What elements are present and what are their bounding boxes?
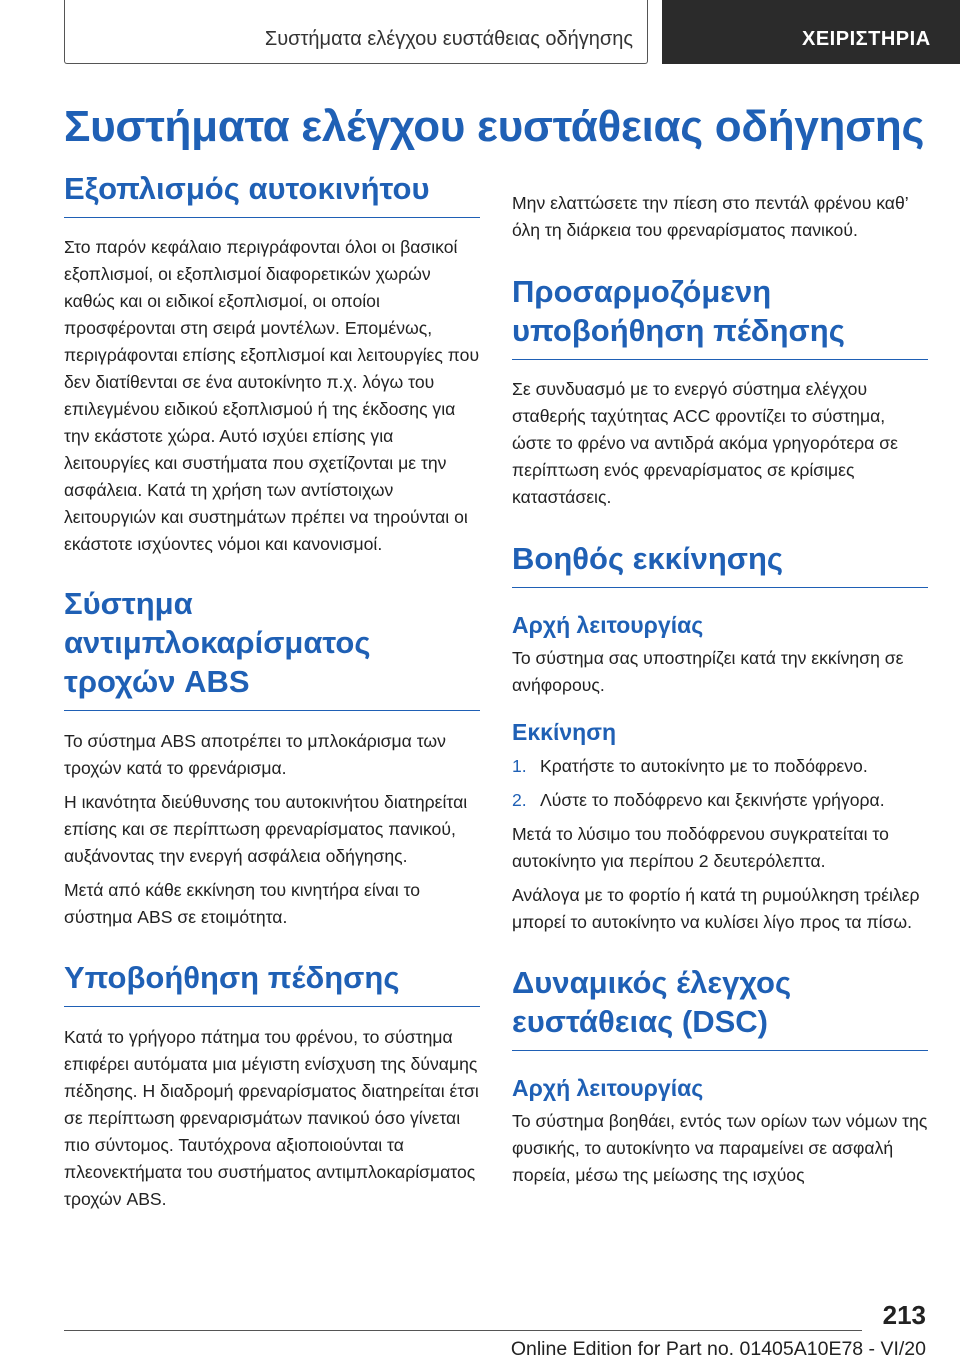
list-number: 1.: [512, 756, 527, 776]
right-column: [512, 160, 928, 1189]
adaptive-brake-assist-text: Σε συνδυασμό με το ενεργό σύστημα ελέγχου σταθερής ταχύτητας ACC φροντίζει το σύστημα, ώστε το φρένο να αντιδρά ακόμα γρηγορότερα σε περίπτωση ενός φρεναρίσματος σε κρίσιμες καταστάσεις.: [512, 379, 898, 507]
start-steps-list: [512, 753, 928, 814]
list-item: [512, 787, 928, 814]
header-chapter-title: Συστήματα ελέγχου ευστάθειας οδήγησης: [264, 28, 633, 50]
header-section-tab: [662, 0, 960, 64]
header-chapter-tab: [64, 0, 648, 64]
start-text-1: Μετά το λύσιμο του ποδόφρενου συγκρατείται το αυτοκίνητο για περίπου 2 δευτερόλεπτα.: [512, 824, 889, 871]
list-number: 2.: [512, 790, 527, 810]
subheading-start-principle: Αρχή λειτουργίας: [512, 612, 704, 638]
page-title: Συστήματα ελέγχου ευστάθειας οδήγησης: [64, 102, 925, 151]
abs-text-1: Το σύστημα ABS αποτρέπει το μπλοκάρισμα των τροχών κατά το φρενάρισμα.: [64, 731, 446, 778]
footer-edition: Online Edition for Part no. 01405A10E78 - VI/20: [510, 1338, 926, 1360]
heading-dsc: Δυναμικός έλεγχος ευστάθειας (DSC): [512, 963, 928, 1051]
start-principle-text: Το σύστημα σας υποστηρίζει κατά την εκκίνηση σε ανήφορους.: [512, 648, 904, 695]
heading-brake-assist: Υποβοήθηση πέδησης: [64, 958, 480, 1007]
continuation-text: Μην ελαττώσετε την πίεση στο πεντάλ φρένου καθ’ όλη τη διάρκεια του φρεναρίσματος πανικού.: [512, 193, 908, 240]
header-section-title: ΧΕΙΡΙΣΤΗΡΙΑ: [802, 28, 931, 50]
dsc-text: Το σύστημα βοηθάει, εντός των ορίων των νόμων της φυσικής, το αυτοκίνητο να παραμείνει σε ασφαλή πορεία, μέσω της μείωσης της ισχύος: [512, 1111, 928, 1185]
subheading-start: Εκκίνηση: [512, 719, 617, 745]
list-text: Κρατήστε το αυτοκίνητο με το ποδόφρενο.: [540, 756, 868, 776]
page-number: 213: [882, 1300, 926, 1330]
list-text: Λύστε το ποδόφρενο και ξεκινήστε γρήγορα.: [540, 790, 885, 810]
left-column: [64, 160, 480, 1213]
brake-assist-text: Κατά το γρήγορο πάτημα του φρένου, το σύστημα επιφέρει αυτόματα μια μέγιστη ενίσχυση της δύναμης πέδησης. Η διαδρομή φρεναρίσματος διατηρείται έτσι σε περίπτωση φρεναρισμάτων πανικού όσο γίνεται πιο σύντομος. Ταυτόχρονα αξιοποιούνται τα πλεονεκτήματα του συστήματος αντιμπλοκαρίσματος τροχών ABS.: [64, 1027, 479, 1209]
list-item: [512, 753, 928, 780]
heading-adaptive-brake-assist: Προσαρμοζόμενη υποβοήθηση πέδησης: [512, 272, 928, 360]
footer-divider: [64, 1330, 862, 1331]
start-text-2: Ανάλογα με το φορτίο ή κατά τη ρυμούλκηση τρέιλερ μπορεί το αυτοκίνητο να κυλίσει λίγο προς τα πίσω.: [512, 885, 920, 932]
abs-text-3: Μετά από κάθε εκκίνηση του κινητήρα είναι το σύστημα ABS σε ετοιμότητα.: [64, 880, 421, 927]
heading-abs: Σύστημα αντιμπλοκαρίσματος τροχών ABS: [64, 584, 480, 711]
subheading-dsc-principle: Αρχή λειτουργίας: [512, 1075, 704, 1101]
equipment-text: Στο παρόν κεφάλαιο περιγράφονται όλοι οι βασικοί εξοπλισμοί, οι εξοπλισμοί διαφορετικών χωρών καθώς και οι ειδικοί εξοπλισμοί, οι οποίοι προσφέρονται στη σειρά μοντέλων. Επομένως, περιγράφονται επίσης εξοπλισμοί και λειτουργίες που δεν διατίθενται σε ένα αυτοκίνητο π.χ. λόγω του επιλεγμένου ειδικού εξοπλισμού ή της έκδοσης για την εκάστοτε χώρα. Αυτό ισχύει επίσης για λειτουργίες και συστήματα που σχετίζονται με την ασφάλεια. Κατά τη χρήση των αντίστοιχων λειτουργιών και συστημάτων πρέπει να τηρούνται οι εκάστοτε ισχύοντες νόμοι και κανονισμοί.: [64, 237, 480, 554]
heading-equipment: Εξοπλισμός αυτοκινήτου: [64, 169, 480, 218]
heading-start-assist: Βοηθός εκκίνησης: [512, 539, 928, 588]
abs-text-2: Η ικανότητα διεύθυνσης του αυτοκινήτου διατηρείται επίσης και σε περίπτωση φρεναρίσματος πανικού, αυξάνοντας την ενεργή ασφάλεια οδήγησης.: [64, 792, 468, 866]
